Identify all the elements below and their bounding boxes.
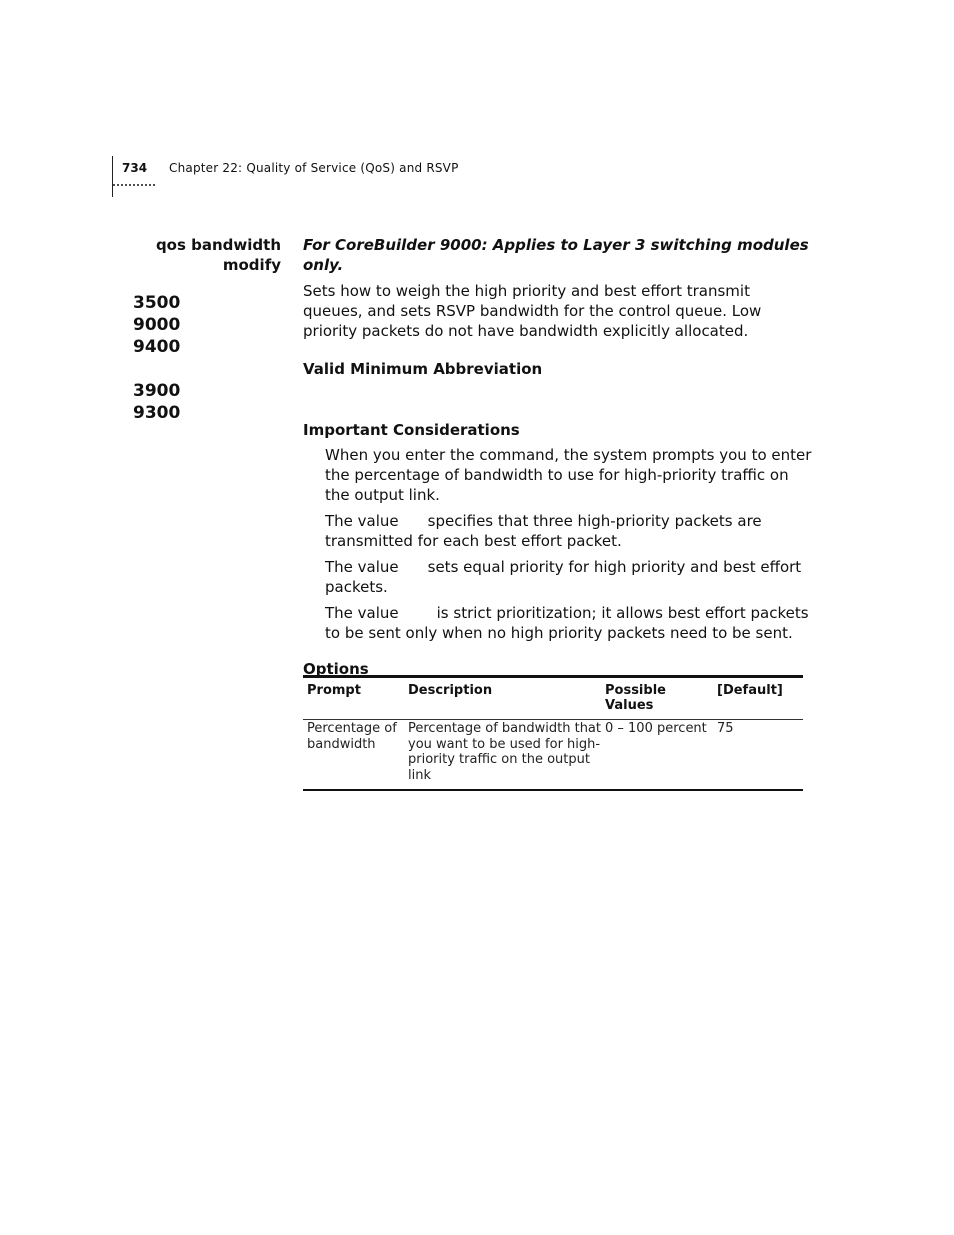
consideration-text: is strict prioritization; it allows best effort packets to be sent only when no high priority packets need to be sent. bbox=[325, 604, 809, 642]
page-number: 734 bbox=[122, 161, 148, 175]
command-description: Sets how to weigh the high priority and best effort transmit queues, and sets RSVP bandwidth for the control queue. Low priority packets do not have bandwidth explicitly allocated. bbox=[303, 282, 762, 340]
applies-to-note: For CoreBuilder 9000: Applies to Layer 3 switching modules only. bbox=[303, 236, 809, 274]
cell-possible-values: 0 – 100 percent bbox=[605, 721, 707, 736]
command-body bbox=[303, 235, 813, 679]
column-header-possible-values: Possible Values bbox=[605, 683, 666, 713]
options-table bbox=[303, 675, 803, 791]
column-header-default: [Default] bbox=[717, 683, 783, 698]
table-header-row bbox=[303, 678, 803, 720]
header-dotted-rule bbox=[112, 182, 156, 188]
platform-list bbox=[133, 292, 180, 424]
consideration-text: The value bbox=[325, 604, 399, 622]
consideration-paragraph bbox=[325, 557, 813, 597]
running-head: Chapter 22: Quality of Service (QoS) and RSVP bbox=[169, 161, 459, 175]
command-name: qos bandwidth modify bbox=[155, 236, 281, 274]
consideration-text: specifies that three high-priority packets are transmitted for each best effort packet. bbox=[325, 512, 762, 550]
valid-min-abbrev-heading: Valid Minimum Abbreviation bbox=[303, 360, 543, 378]
header-vertical-rule bbox=[112, 156, 113, 197]
important-considerations-heading: Important Considerations bbox=[303, 421, 520, 439]
platform-3500: 3500 bbox=[133, 293, 181, 313]
consideration-paragraph bbox=[325, 603, 813, 643]
consideration-text: The value bbox=[325, 558, 399, 576]
platform-9400: 9400 bbox=[133, 337, 181, 357]
column-header-prompt: Prompt bbox=[307, 683, 361, 698]
cell-default: 75 bbox=[717, 721, 734, 736]
consideration-paragraph: When you enter the command, the system prompts you to enter the percentage of bandwidth to use for high-priority traffic on the output link. bbox=[325, 446, 812, 504]
table-row bbox=[303, 720, 803, 789]
column-header-description: Description bbox=[408, 683, 493, 698]
consideration-paragraph bbox=[325, 511, 813, 551]
platform-9000: 9000 bbox=[133, 315, 181, 335]
consideration-text: sets equal priority for high priority and best effort packets. bbox=[325, 558, 802, 596]
platform-3900: 3900 bbox=[133, 381, 181, 401]
cell-description: Percentage of bandwidth that you want to be used for high-priority traffic on the output link bbox=[408, 721, 602, 783]
consideration-text: The value bbox=[325, 512, 399, 530]
options-heading: Options bbox=[303, 660, 369, 678]
platform-9300: 9300 bbox=[133, 403, 181, 423]
cell-prompt: Percentage of bandwidth bbox=[307, 721, 397, 752]
